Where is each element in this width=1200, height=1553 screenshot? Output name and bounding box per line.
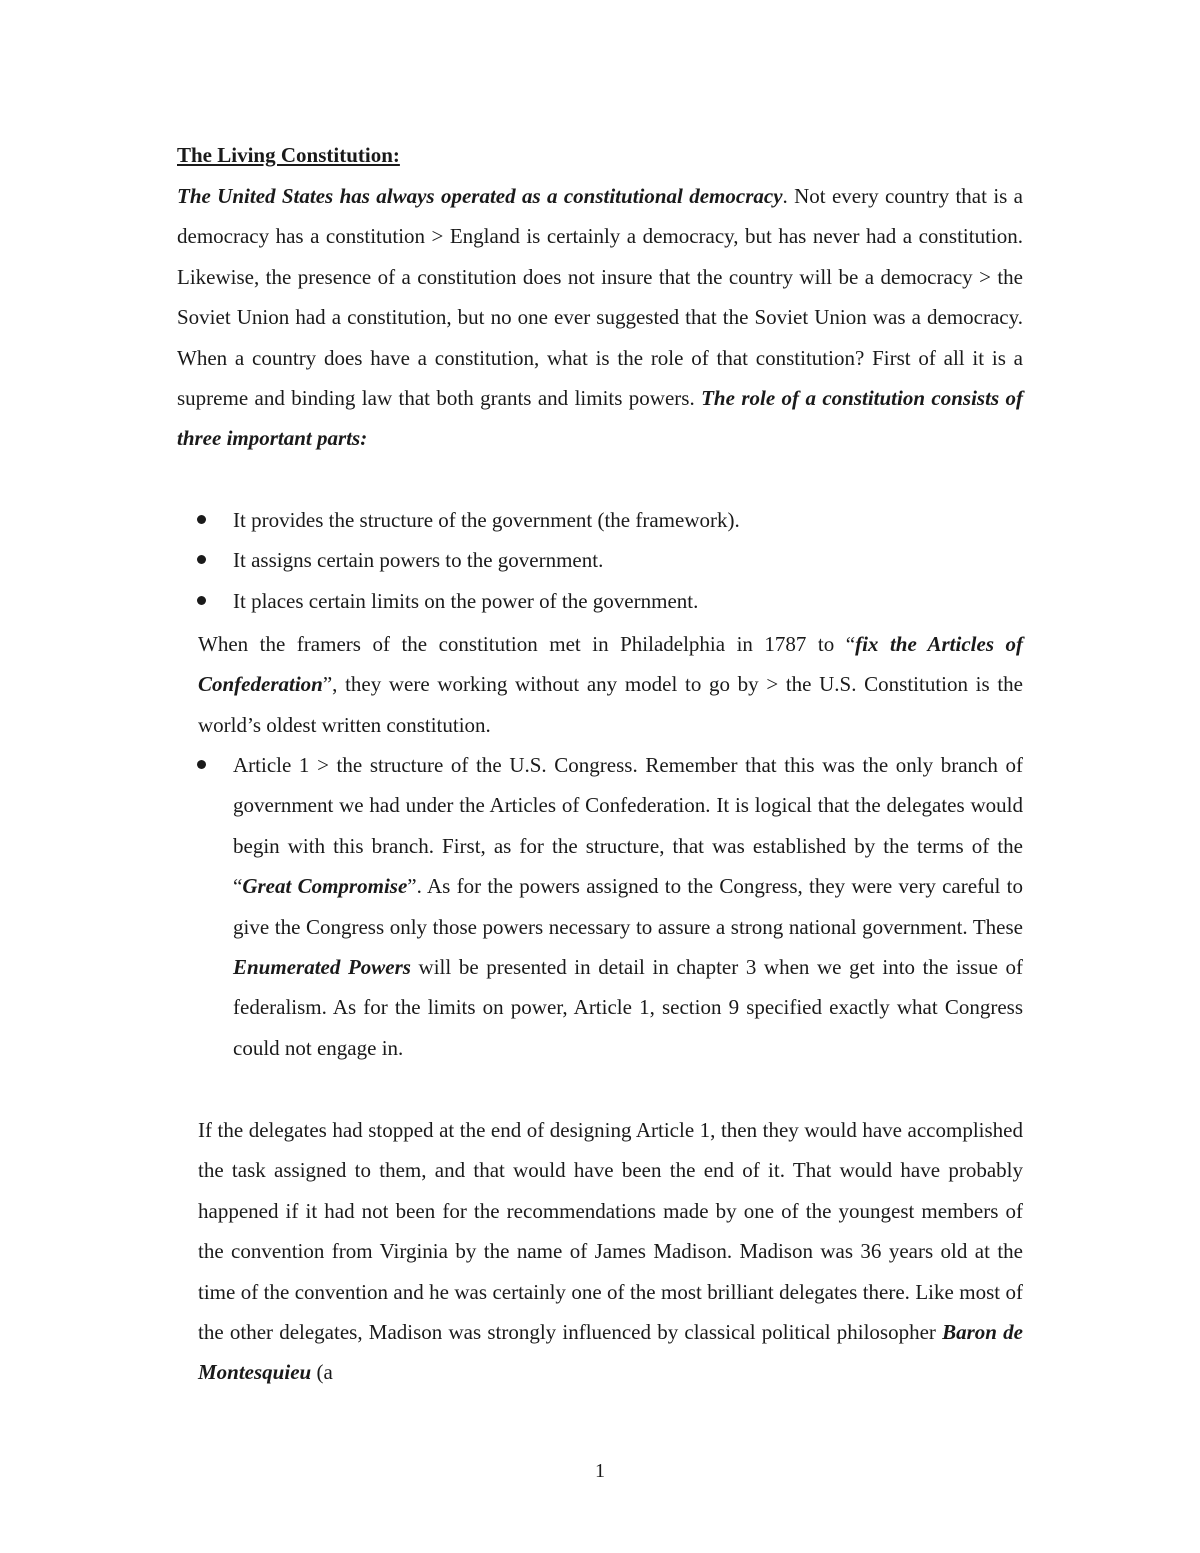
framers-paragraph: [198, 624, 1023, 745]
framers-emphasis: fix the Articles of Confederation: [198, 632, 1023, 697]
bullet-icon: [197, 555, 206, 564]
intro-paragraph: [177, 176, 1023, 459]
framers-text-a: When the framers of the constitution met in Philadelphia in 1787 to “: [198, 632, 856, 656]
article1-text-e: will be presented in detail in chapter 3 when we get into the issue of federalism. As for the limits on power, Article 1, section 9 specified exactly what Congress could not engage in.: [233, 955, 1023, 1060]
intro-lead-emphasis: The United States has always operated as a constitutional democracy: [177, 184, 783, 208]
constitution-roles-list: [177, 500, 1023, 621]
list-item: [177, 540, 1023, 580]
intro-tail-emphasis: The role of a constitution consists of three important parts:: [177, 386, 1024, 451]
article1-text-c: ”. As for the powers assigned to the Congress, they were very careful to give the Congress only those powers necessary to assure a strong national government. These: [233, 874, 1023, 939]
article1-text-a: Article 1 > the structure of the U.S. Congress. Remember that this was the only branch of government we had under the Articles of Confederation. It is logical that the delegates would begin with this branch. First, as for the structure, that was established by the terms of the “: [233, 753, 1023, 899]
page-number: 1: [595, 1460, 605, 1482]
madison-paragraph: [198, 1110, 1023, 1393]
madison-text-c: (a: [311, 1360, 333, 1385]
bullet-icon: [197, 596, 206, 605]
list-item-text: It places certain limits on the power of the government.: [233, 588, 699, 613]
article-list: [177, 745, 1023, 1068]
bullet-icon: [197, 515, 206, 524]
intro-body: . Not every country that is a democracy has a constitution > England is certainly a democracy, but has never had a constitution. Likewise, the presence of a constitution does not insure that the country will be a democracy > the Soviet Union had a constitution, but no one ever suggested that the Soviet Union was a democracy. When a country does have a constitution, what is the role of that constitution? First of all it is a supreme and binding law that both grants and limits powers.: [177, 184, 1024, 411]
framers-text-c: ”, they were working without any model to go by > the U.S. Constitution is the world’s oldest written constitution.: [198, 672, 1023, 737]
article1-emphasis-enumerated: Enumerated Powers: [233, 955, 411, 980]
list-item-text: It assigns certain powers to the government.: [233, 548, 604, 573]
madison-text-a: If the delegates had stopped at the end of designing Article 1, then they would have accomplished the task assigned to them, and that would have been the end of it. That would have probably happened if it had not been for the recommendations made by one of the youngest members of the convention from Virginia by the name of James Madison. Madison was 36 years old at the time of the convention and he was certainly one of the most brilliant delegates there. Like most of the other delegates, Madison was strongly influenced by classical political philosopher: [198, 1118, 1023, 1345]
article1-emphasis-compromise: Great Compromise: [242, 874, 408, 899]
document-title: The Living Constitution:: [177, 143, 400, 167]
list-item-article-1: [177, 745, 1023, 1068]
bullet-icon: [197, 760, 206, 769]
list-item: [177, 581, 1023, 621]
list-item: [177, 500, 1023, 540]
madison-emphasis: Baron de Montesquieu: [198, 1320, 1023, 1385]
list-item-text: It provides the structure of the government (the framework).: [233, 508, 740, 532]
